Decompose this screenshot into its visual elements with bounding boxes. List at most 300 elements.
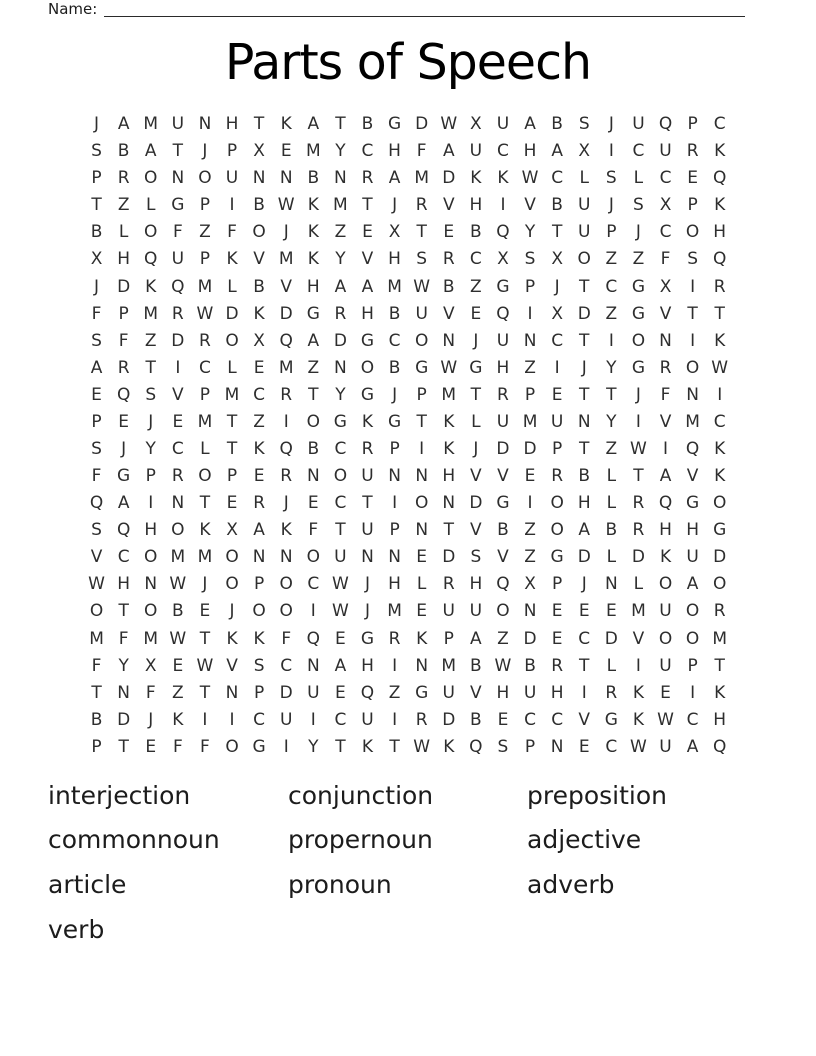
grid-letter: T (362, 195, 373, 216)
grid-letter: C (280, 655, 293, 676)
grid-letter: M (143, 303, 159, 324)
grid-letter: O (252, 222, 266, 243)
grid-letter: O (225, 574, 239, 595)
grid-letter: K (443, 438, 455, 459)
grid-letter: L (200, 438, 210, 459)
grid-letter: P (118, 303, 129, 324)
grid-letter: O (198, 168, 212, 189)
grid-letter: N (306, 655, 320, 676)
grid-letter: G (360, 628, 375, 649)
grid-letter: W (630, 736, 647, 757)
grid-letter: W (630, 438, 647, 459)
grid-letter: F (660, 384, 671, 405)
grid-letter: K (714, 682, 726, 703)
grid-letter: W (196, 655, 214, 676)
grid-letter: P (443, 628, 454, 649)
grid-letter: L (633, 574, 644, 595)
grid-letter: G (631, 276, 646, 297)
grid-letter: Q (496, 574, 510, 595)
grid-letter: R (388, 628, 401, 649)
grid-letter: X (388, 222, 401, 243)
grid-letter: Q (279, 330, 293, 351)
grid-letter: T (416, 222, 427, 243)
grid-letter: G (306, 303, 320, 324)
grid-letter: D (523, 628, 537, 649)
grid-letter: R (497, 384, 509, 405)
grid-letter: U (659, 141, 672, 162)
grid-letter: C (632, 141, 645, 162)
grid-letter: C (253, 384, 266, 405)
grid-letter: W (413, 276, 431, 297)
grid-letter: D (604, 628, 618, 649)
grid-letter: P (226, 141, 238, 162)
grid-letter: Z (388, 682, 401, 703)
grid-letter: T (416, 411, 427, 432)
grid-letter: J (392, 195, 398, 216)
grid-letter: S (524, 249, 536, 270)
grid-letter: I (392, 655, 398, 676)
grid-letter: R (605, 682, 618, 703)
word-bank-item: verb (48, 914, 105, 944)
grid-letter: I (608, 141, 614, 162)
grid-letter: B (470, 709, 482, 730)
grid-letter: B (497, 520, 509, 541)
grid-letter: E (335, 628, 346, 649)
grid-letter: P (91, 411, 102, 432)
grid-letter: B (307, 438, 320, 459)
grid-letter: L (606, 547, 617, 568)
grid-letter: U (659, 736, 672, 757)
grid-letter: X (551, 303, 563, 324)
grid-letter: C (117, 547, 130, 568)
grid-letter: S (91, 438, 102, 459)
grid-letter: C (713, 411, 726, 432)
grid-letter: Q (496, 303, 510, 324)
grid-letter: B (253, 276, 265, 297)
grid-letter: R (686, 141, 699, 162)
grid-letter: A (442, 141, 455, 162)
grid-letter: H (496, 357, 510, 378)
grid-letter: D (333, 330, 347, 351)
grid-letter: J (364, 601, 370, 622)
grid-letter: H (523, 141, 537, 162)
grid-letter: J (392, 384, 398, 405)
grid-letter: X (659, 276, 672, 297)
grid-letter: V (442, 303, 455, 324)
grid-letter: U (469, 141, 483, 162)
grid-letter: W (413, 736, 431, 757)
grid-letter: N (415, 655, 429, 676)
grid-letter: H (713, 222, 727, 243)
grid-letter: L (416, 574, 427, 595)
grid-letter: W (277, 195, 295, 216)
grid-letter: K (280, 520, 292, 541)
grid-letter: Y (308, 736, 319, 757)
grid-letter: Z (144, 330, 157, 351)
grid-letter: B (551, 195, 563, 216)
grid-letter: H (225, 114, 239, 135)
grid-letter: K (199, 520, 211, 541)
grid-letter: D (225, 303, 239, 324)
grid-letter: R (253, 493, 266, 514)
grid-letter: Z (307, 357, 320, 378)
grid-letter: J (202, 574, 208, 595)
grid-letter: Z (524, 357, 536, 378)
grid-letter: H (388, 574, 401, 595)
grid-letter: E (443, 222, 455, 243)
grid-letter: O (550, 520, 564, 541)
grid-letter: L (145, 195, 156, 216)
grid-letter: T (91, 195, 102, 216)
grid-letter: M (387, 601, 402, 622)
grid-letter: H (577, 493, 591, 514)
grid-letter: S (578, 114, 590, 135)
grid-letter: I (690, 682, 696, 703)
grid-letter: P (416, 384, 427, 405)
grid-letter: E (253, 357, 265, 378)
grid-letter: Q (713, 168, 727, 189)
grid-letter: P (226, 466, 238, 487)
grid-letter: K (361, 736, 374, 757)
grid-letter: Y (118, 655, 129, 676)
grid-letter: T (91, 682, 102, 703)
grid-letter: K (714, 438, 726, 459)
grid-letter: T (335, 736, 346, 757)
grid-letter: S (91, 520, 102, 541)
grid-letter: E (172, 411, 184, 432)
grid-letter: T (579, 330, 590, 351)
grid-letter: P (552, 438, 563, 459)
grid-letter: G (333, 411, 347, 432)
grid-letter: D (577, 303, 591, 324)
grid-letter: B (307, 168, 320, 189)
grid-letter: Z (524, 547, 536, 568)
grid-letter: G (387, 114, 402, 135)
grid-letter: O (577, 249, 591, 270)
grid-letter: W (331, 601, 349, 622)
grid-letter: Y (524, 222, 536, 243)
grid-letter: Z (605, 303, 618, 324)
grid-letter: C (307, 574, 320, 595)
grid-letter: S (687, 249, 698, 270)
grid-letter: D (631, 547, 645, 568)
grid-letter: M (712, 628, 728, 649)
grid-letter: G (117, 466, 131, 487)
grid-letter: U (442, 682, 455, 703)
grid-letter: H (550, 682, 564, 703)
grid-letter: Q (171, 276, 185, 297)
grid-letter: U (307, 682, 320, 703)
grid-letter: R (415, 195, 428, 216)
grid-letter: F (118, 628, 129, 649)
grid-letter: P (687, 655, 698, 676)
grid-letter: X (659, 195, 672, 216)
grid-letter: K (172, 709, 184, 730)
grid-letter: K (253, 438, 265, 459)
grid-letter: G (415, 682, 429, 703)
grid-letter: U (523, 682, 537, 703)
word-bank-item: interjection (48, 780, 191, 810)
grid-letter: K (714, 330, 726, 351)
grid-letter: B (171, 601, 184, 622)
grid-letter: I (229, 709, 235, 730)
grid-letter: N (361, 547, 374, 568)
grid-letter: H (117, 574, 131, 595)
grid-letter: O (414, 493, 429, 514)
grid-letter: C (334, 709, 347, 730)
grid-letter: K (280, 114, 292, 135)
grid-letter: H (388, 141, 401, 162)
grid-letter: T (199, 628, 211, 649)
grid-letter: H (442, 466, 456, 487)
grid-letter: Q (116, 384, 131, 405)
grid-letter: F (145, 682, 156, 703)
grid-letter: K (226, 249, 238, 270)
grid-letter: F (200, 736, 210, 757)
grid-letter: T (226, 438, 238, 459)
grid-letter: U (496, 411, 510, 432)
grid-letter: J (283, 222, 289, 243)
grid-letter: O (685, 357, 700, 378)
grid-letter: E (253, 466, 265, 487)
grid-letter: C (497, 141, 509, 162)
grid-letter: W (657, 709, 674, 730)
grid-letter: G (631, 357, 646, 378)
grid-letter: N (306, 466, 320, 487)
grid-letter: K (714, 195, 726, 216)
grid-letter: A (524, 114, 536, 135)
grid-letter: V (686, 466, 699, 487)
grid-letter: S (91, 330, 102, 351)
grid-letter: X (524, 574, 536, 595)
grid-letter: C (361, 141, 374, 162)
grid-letter: G (686, 493, 700, 514)
word-bank-item: commonnoun (48, 825, 220, 855)
grid-letter: C (551, 709, 564, 730)
grid-letter: T (199, 682, 211, 703)
grid-letter: G (360, 330, 375, 351)
grid-letter: G (387, 411, 402, 432)
grid-letter: A (659, 466, 672, 487)
grid-letter: A (686, 736, 699, 757)
grid-letter: Y (335, 384, 346, 405)
grid-letter: W (196, 303, 214, 324)
grid-letter: K (714, 466, 726, 487)
grid-letter: D (442, 547, 456, 568)
grid-letter: R (171, 303, 184, 324)
grid-letter: Z (497, 628, 509, 649)
grid-letter: M (170, 547, 186, 568)
grid-letter: B (605, 520, 618, 541)
grid-letter: P (145, 466, 156, 487)
grid-letter: Q (469, 736, 483, 757)
grid-letter: N (659, 330, 672, 351)
grid-letter: T (579, 655, 590, 676)
grid-letter: A (361, 276, 374, 297)
grid-letter: Q (658, 493, 673, 514)
grid-letter: V (524, 195, 536, 216)
grid-letter: T (470, 384, 482, 405)
grid-letter: N (252, 168, 266, 189)
grid-letter: Q (658, 114, 673, 135)
grid-letter: P (199, 195, 211, 216)
grid-letter: X (497, 249, 509, 270)
grid-letter: T (335, 520, 346, 541)
grid-letter: Y (145, 438, 156, 459)
grid-letter: P (524, 276, 536, 297)
grid-letter: O (496, 601, 510, 622)
grid-letter: A (307, 330, 320, 351)
word-bank (48, 773, 776, 951)
grid-letter: N (415, 520, 429, 541)
grid-letter: U (632, 114, 645, 135)
grid-letter: B (117, 141, 130, 162)
grid-letter: J (635, 222, 641, 243)
name-fill-in-line[interactable] (104, 2, 745, 17)
grid-letter: H (496, 682, 510, 703)
grid-letter: H (659, 520, 672, 541)
grid-letter: L (606, 466, 617, 487)
grid-letter: M (522, 411, 538, 432)
grid-letter: H (306, 276, 320, 297)
grid-letter: N (523, 330, 537, 351)
grid-letter: C (171, 438, 184, 459)
word-bank-item: conjunction (288, 780, 434, 810)
grid-letter: X (226, 520, 238, 541)
grid-letter: A (117, 493, 130, 514)
word-bank-item: adjective (527, 825, 642, 855)
grid-letter: S (470, 547, 482, 568)
grid-letter: W (169, 574, 187, 595)
grid-letter: Q (713, 736, 727, 757)
grid-letter: E (660, 682, 671, 703)
grid-letter: O (198, 466, 212, 487)
grid-letter: J (581, 574, 587, 595)
grid-letter: E (578, 736, 590, 757)
grid-letter: N (117, 682, 130, 703)
grid-letter: O (685, 601, 700, 622)
grid-letter: V (497, 547, 509, 568)
grid-letter: I (310, 601, 316, 622)
word-bank-item: article (48, 869, 127, 899)
grid-letter: I (690, 276, 696, 297)
grid-letter: R (713, 276, 726, 297)
grid-letter: K (659, 547, 672, 568)
grid-letter: N (334, 357, 347, 378)
grid-letter: E (145, 736, 157, 757)
grid-letter: Q (144, 249, 158, 270)
grid-letter: N (388, 466, 401, 487)
grid-letter: U (578, 222, 591, 243)
grid-letter: Q (360, 682, 375, 703)
grid-letter: D (117, 709, 131, 730)
grid-letter: V (361, 249, 374, 270)
grid-letter: T (226, 411, 238, 432)
grid-letter: E (470, 303, 482, 324)
grid-letter: P (552, 574, 563, 595)
grid-letter: A (307, 114, 320, 135)
grid-letter: J (608, 195, 614, 216)
grid-letter: J (94, 276, 100, 297)
grid-letter: V (253, 249, 265, 270)
grid-letter: K (253, 628, 265, 649)
grid-letter: J (635, 384, 641, 405)
grid-letter: Z (117, 195, 130, 216)
grid-letter: H (469, 574, 483, 595)
grid-letter: J (229, 601, 235, 622)
grid-letter: F (91, 303, 102, 324)
grid-letter: G (631, 303, 646, 324)
grid-letter: A (470, 628, 482, 649)
grid-letter: E (605, 601, 617, 622)
name-label: Name: (48, 0, 98, 18)
grid-letter: R (632, 493, 645, 514)
grid-letter: K (226, 628, 238, 649)
grid-letter: X (470, 114, 482, 135)
grid-letter: N (252, 547, 266, 568)
grid-letter: V (280, 276, 293, 297)
grid-letter: I (419, 438, 425, 459)
grid-letter: Q (306, 628, 320, 649)
grid-letter: K (361, 411, 374, 432)
grid-letter: O (225, 547, 239, 568)
grid-letter: J (473, 438, 479, 459)
grid-letter: P (253, 682, 265, 703)
grid-letter: X (551, 249, 563, 270)
grid-letter: I (527, 493, 533, 514)
grid-letter: N (415, 466, 429, 487)
grid-letter: J (581, 357, 587, 378)
grid-letter: R (632, 520, 645, 541)
grid-letter: N (171, 493, 185, 514)
grid-letter: W (331, 574, 349, 595)
grid-letter: S (497, 736, 509, 757)
grid-letter: U (361, 709, 374, 730)
grid-letter: F (91, 466, 102, 487)
grid-letter: C (388, 330, 401, 351)
grid-letter: C (659, 222, 672, 243)
grid-letter: U (686, 547, 699, 568)
grid-letter: P (606, 222, 617, 243)
grid-letter: M (197, 276, 213, 297)
grid-letter: P (687, 114, 698, 135)
grid-letter: N (577, 411, 591, 432)
grid-letter: T (199, 493, 211, 514)
grid-letter: O (144, 168, 158, 189)
grid-letter: T (335, 114, 346, 135)
grid-letter: L (633, 168, 644, 189)
grid-letter: V (90, 547, 103, 568)
grid-letter: W (711, 357, 729, 378)
grid-letter: D (117, 276, 131, 297)
grid-letter: W (494, 655, 512, 676)
grid-letter: E (687, 168, 698, 189)
grid-letter: C (253, 709, 266, 730)
grid-letter: O (631, 330, 646, 351)
grid-letter: G (604, 709, 618, 730)
grid-letter: N (334, 168, 347, 189)
grid-letter: T (362, 493, 373, 514)
grid-letter: I (635, 655, 641, 676)
grid-letter: F (172, 736, 183, 757)
grid-letter: I (690, 330, 696, 351)
grid-letter: E (172, 655, 184, 676)
grid-letter: U (496, 114, 510, 135)
grid-letter: R (551, 466, 564, 487)
grid-letter: O (713, 493, 727, 514)
grid-letter: I (554, 357, 560, 378)
grid-letter: Y (335, 249, 346, 270)
